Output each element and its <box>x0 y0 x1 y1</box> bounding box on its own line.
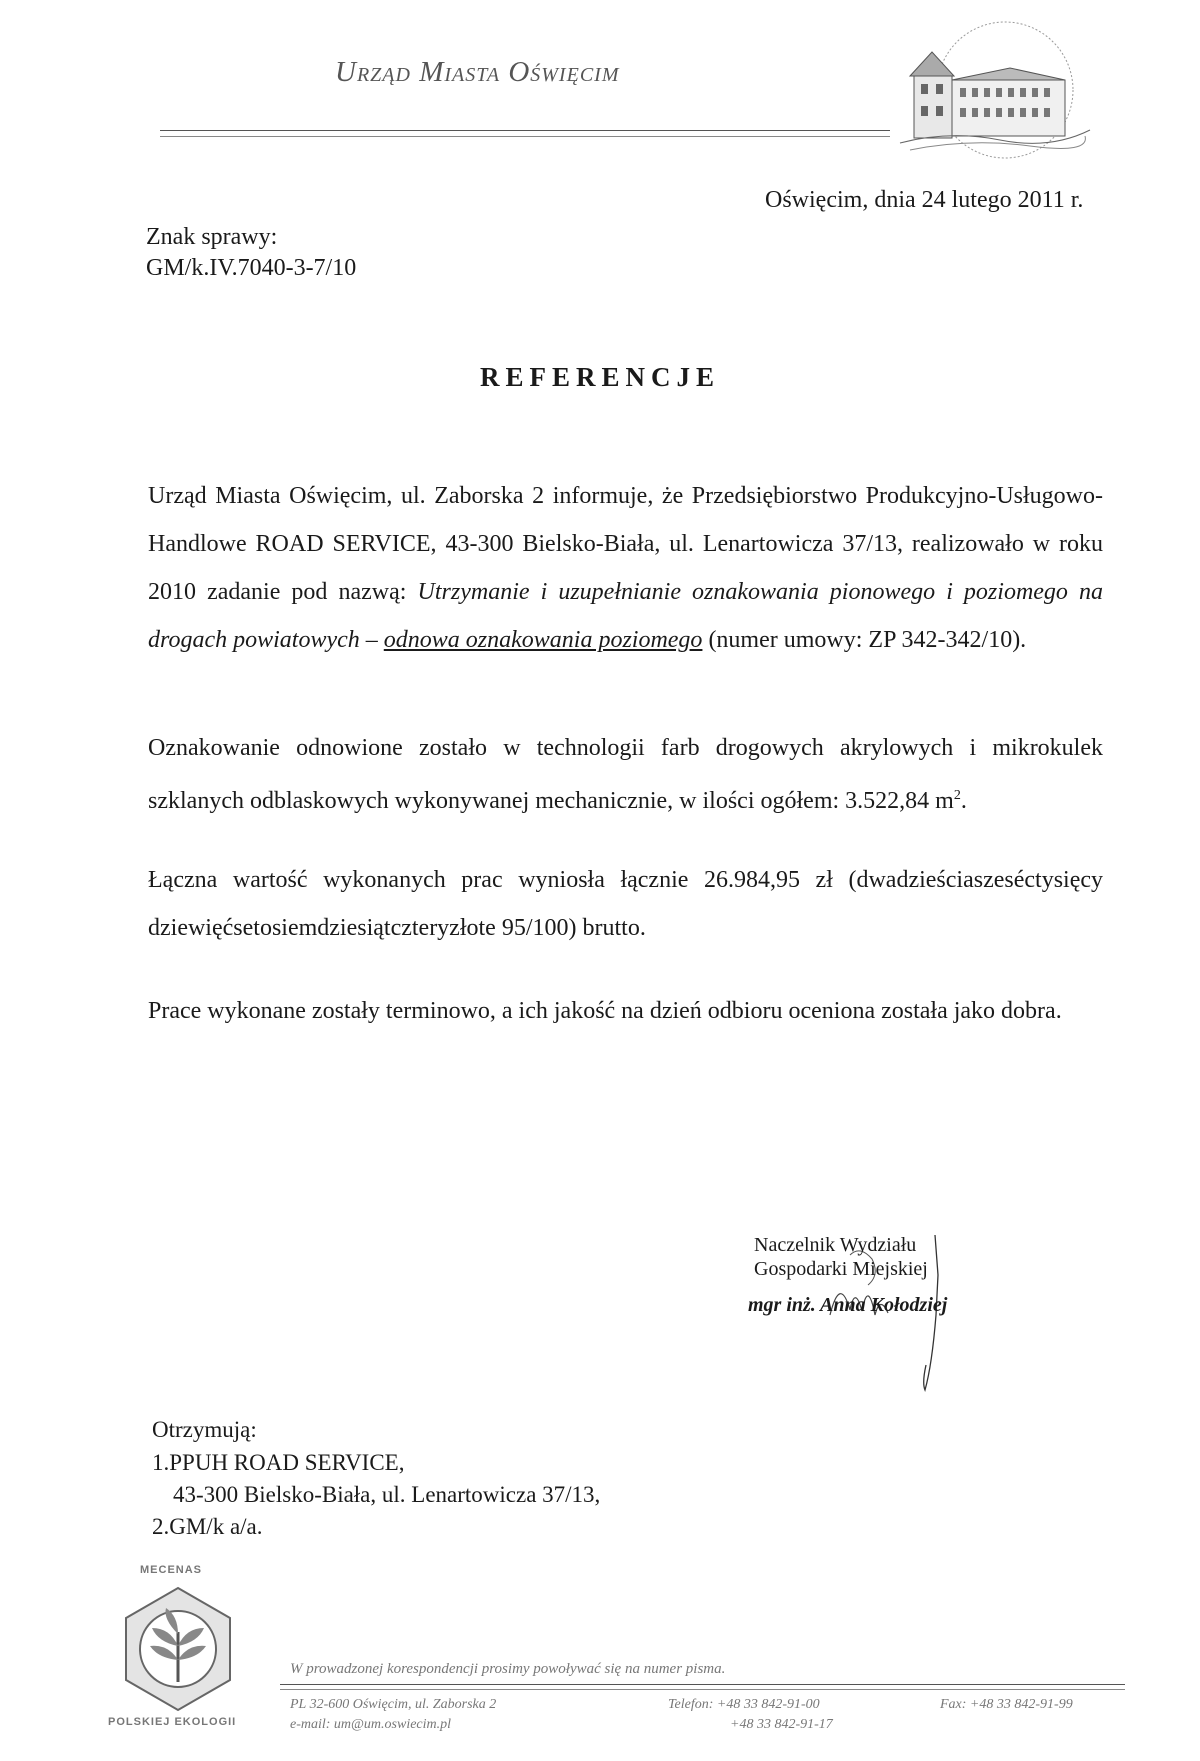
contract-number-text: (numer umowy: ZP 342-342/10). <box>702 627 1027 653</box>
recipients-title: Otrzymują: <box>152 1417 257 1442</box>
paragraph-task-description <box>148 472 1103 664</box>
case-reference-label: Znak sprawy: <box>146 224 278 250</box>
recipient-item: 1.PPUH ROAD SERVICE, <box>152 1450 405 1475</box>
footer-fax: Fax: +48 33 842-91-99 <box>940 1697 1073 1712</box>
paragraph-technology <box>148 724 1103 825</box>
footer-phone-1: Telefon: +48 33 842-91-00 <box>668 1697 820 1712</box>
signatory-department: Gospodarki Miejskiej <box>754 1258 928 1280</box>
signatory-name: mgr inż. Anna Kołodziej <box>748 1294 948 1316</box>
case-reference-number: GM/k.IV.7040-3-7/10 <box>146 255 357 281</box>
paragraph-value: Łączna wartość wykonanych prac wyniosła łącznie 26.984,95 zł (dwadzieściaszeséctysięcy dziewięćsetosiemdziesiątczteryzłote 95/100) brutto. <box>148 867 1103 941</box>
footer-email: e-mail: um@um.oswiecim.pl <box>290 1717 452 1732</box>
footer-phone-2: +48 33 842-91-17 <box>730 1717 833 1732</box>
signatory-position: Naczelnik Wydziału <box>754 1234 917 1256</box>
letterhead-rule <box>160 130 890 131</box>
footer-address <box>290 1695 496 1735</box>
unit-superscript: 2 <box>953 788 961 803</box>
mecenas-label: MECENAS <box>140 1564 203 1576</box>
paragraph-1-text: Urząd Miasta Oświęcim, ul. Zaborska 2 informuje, że Przedsiębiorstwo Produkcyjno-Usługowo-Handlowe ROAD SERVICE, 43-300 Bielsko-Biała, ul. Lenartowicza 37/13, realizowało w roku 2010 zadanie pod nazwą: <box>148 483 1103 605</box>
eco-logo-icon <box>118 1584 238 1714</box>
document-heading: REFERENCJE <box>479 362 721 392</box>
footer-rule <box>280 1684 1125 1685</box>
letterhead-title: Urząd Miasta Oświęcim <box>335 56 620 88</box>
eco-caption: POLSKIEJ EKOLOGII <box>108 1716 237 1728</box>
footer-rule-secondary <box>280 1689 1125 1690</box>
letterhead-rule-secondary <box>160 136 890 137</box>
letter-date: Oświęcim, dnia 24 lutego 2011 r. <box>765 187 1084 213</box>
recipient-item: 2.GM/k a/a. <box>152 1514 263 1539</box>
footer-postal-address: PL 32-600 Oświęcim, ul. Zaborska 2 <box>290 1697 497 1712</box>
task-name-underlined: odnowa oznakowania poziomego <box>383 627 703 653</box>
footer-note: W prowadzonej korespondencji prosimy powoływać się na numer pisma. <box>290 1661 726 1677</box>
footer-phone <box>668 1695 833 1735</box>
town-hall-illustration <box>890 18 1100 163</box>
paragraph-2-text: Oznakowanie odnowione zostało w technologii farb drogowych akrylowych i mikrokulek szklanych odblaskowych wykonywanej mechanicznie, w ilości ogółem: 3.522,84 m <box>148 735 1103 814</box>
paragraph-assessment: Prace wykonane zostały terminowo, a ich jakość na dzień odbioru oceniona została jako dobra. <box>148 998 1062 1024</box>
recipient-address: 43-300 Bielsko-Biała, ul. Lenartowicza 37/13, <box>173 1482 601 1507</box>
paragraph-2-end: . <box>960 788 967 814</box>
task-name-italic: Utrzymanie i uzupełnianie oznakowania pionowego i poziomego na drogach powiatowych – <box>148 579 1103 653</box>
case-reference <box>146 222 356 284</box>
